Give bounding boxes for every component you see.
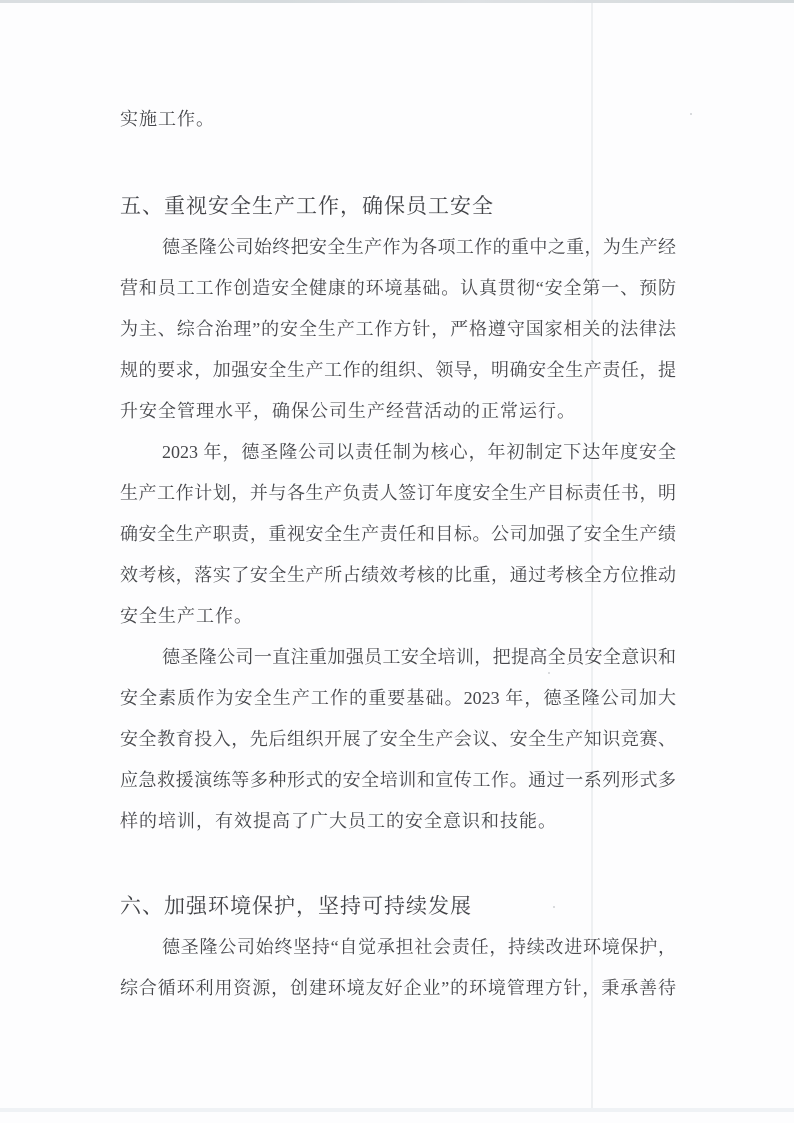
- paragraph-line: 应急救援演练等多种形式的安全培训和宣传工作。通过一系列形式多: [120, 770, 676, 790]
- scan-bottom-edge-artifact: [0, 1108, 794, 1112]
- paragraph-line: 德圣隆公司始终把安全生产作为各项工作的重中之重，为生产经: [162, 237, 676, 257]
- paragraph-continuation-line: 实施工作。: [120, 109, 215, 129]
- paragraph-line: 安全生产工作。: [120, 606, 253, 626]
- scan-speck: [690, 113, 692, 115]
- paragraph-line: 生产工作计划，并与各生产负责人签订年度安全生产目标责任书，明: [120, 483, 676, 503]
- blank-line: [120, 842, 676, 886]
- scan-top-edge-artifact: [0, 0, 794, 3]
- section-heading-6: 六、加强环境保护，坚持可持续发展: [120, 894, 472, 918]
- paragraph-line: 德圣隆公司始终坚持“自觉承担社会责任，持续改进环境保护，: [162, 937, 676, 957]
- paragraph-line: 确安全生产职责，重视安全生产责任和目标。公司加强了安全生产绩: [120, 524, 676, 544]
- paragraph-line: 综合循环利用资源，创建环境友好企业”的环境管理方针，秉承善待: [120, 978, 676, 998]
- paragraph-line: 效考核，落实了安全生产所占绩效考核的比重，通过考核全方位推动: [120, 565, 676, 585]
- section-heading-5: 五、重视安全生产工作，确保员工安全: [120, 194, 494, 218]
- paragraph-line: 安全素质作为安全生产工作的重要基础。2023 年，德圣隆公司加大: [120, 688, 676, 708]
- blank-line: [120, 140, 676, 186]
- paragraph-line: 为主、综合治理”的安全生产工作方针，严格遵守国家相关的法律法: [120, 319, 676, 339]
- paragraph-line: 升安全管理水平，确保公司生产经营活动的正常运行。: [120, 401, 576, 421]
- paragraph-line: 样的培训，有效提高了广大员工的安全意识和技能。: [120, 811, 557, 831]
- paragraph-line: 安全教育投入，先后组织开展了安全生产会议、安全生产知识竞赛、: [120, 729, 676, 749]
- paragraph-line: 2023 年，德圣隆公司以责任制为核心，年初制定下达年度安全: [162, 442, 676, 462]
- paragraph-line: 德圣隆公司一直注重加强员工安全培训，把提高全员安全意识和: [162, 647, 676, 667]
- paragraph-line: 营和员工工作创造安全健康的环境基础。认真贯彻“安全第一、预防: [120, 278, 676, 298]
- paragraph-line: 规的要求，加强安全生产工作的组织、领导，明确安全生产责任，提: [120, 360, 676, 380]
- document-body: [120, 99, 676, 1009]
